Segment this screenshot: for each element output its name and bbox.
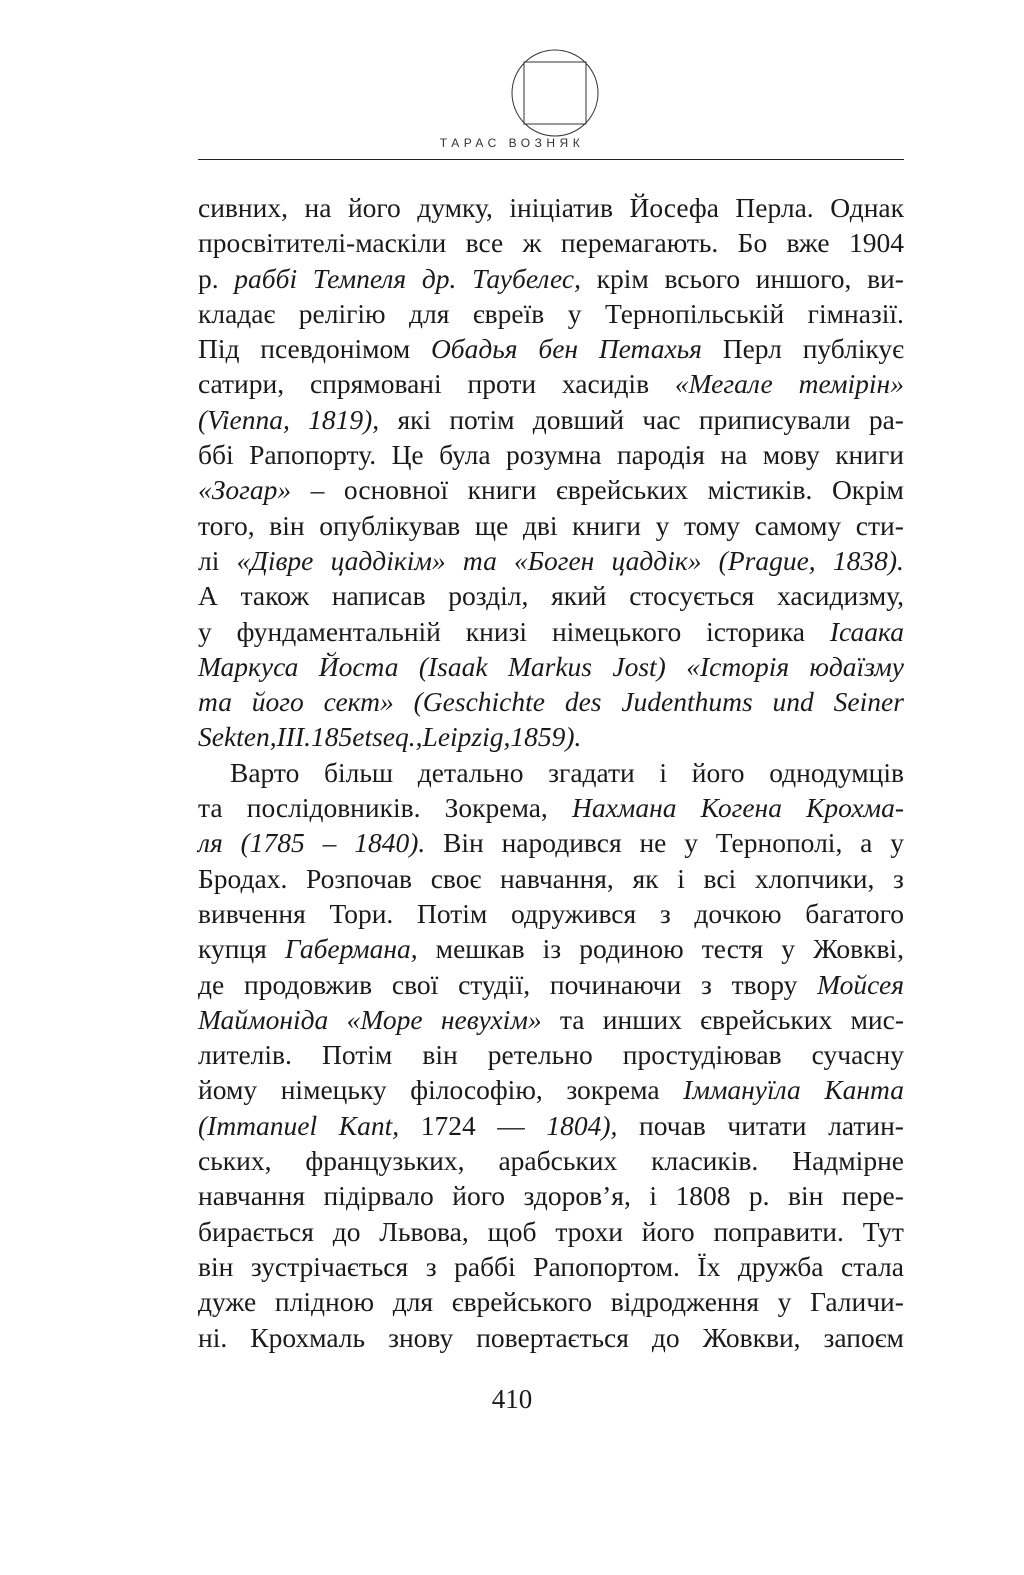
word: детально (417, 756, 524, 788)
word: Жовкві, (813, 933, 904, 965)
word: Потім (321, 1039, 393, 1071)
word: довший (532, 403, 625, 435)
word: лителів. (198, 1039, 292, 1071)
word: псевдонімом (260, 333, 411, 365)
word: з (893, 862, 904, 894)
word: продовжив (244, 968, 373, 1000)
word: німецького (551, 615, 682, 647)
word: історика (706, 615, 805, 647)
word: Однак (830, 192, 904, 223)
word: у (198, 615, 212, 647)
word: дуже (198, 1286, 257, 1318)
word: потім (449, 403, 515, 435)
word: др. (421, 262, 457, 294)
word: латин- (828, 1109, 904, 1141)
text-line (198, 261, 904, 296)
word: самому (754, 509, 842, 541)
word: одружився (511, 897, 637, 929)
word: Жовкви, (702, 1321, 801, 1353)
word: всі (703, 862, 737, 894)
word: у (777, 1286, 792, 1318)
text-line (198, 190, 904, 225)
word: Когена (700, 792, 782, 824)
text-line (198, 296, 904, 331)
word: також (240, 580, 310, 612)
text-line (198, 225, 904, 260)
word: для (392, 1286, 434, 1318)
text-line (198, 1284, 904, 1319)
word: стала (841, 1250, 904, 1282)
text-line (198, 614, 904, 649)
word: класиків. (651, 1145, 759, 1177)
word: відродження (610, 1286, 759, 1318)
word: (Isaak (418, 650, 488, 682)
word: Канта (824, 1074, 904, 1106)
word: на (304, 192, 332, 223)
word: була (439, 439, 491, 471)
word: своє (430, 862, 482, 894)
text-line (198, 1214, 904, 1249)
word: основної (343, 474, 449, 506)
word: темірін» (798, 368, 904, 400)
word: бен (538, 333, 579, 365)
circle-square-logo-icon (510, 48, 600, 138)
word: Markus (507, 650, 592, 682)
word: иншого, (755, 262, 852, 294)
word: він (269, 509, 305, 541)
word: розділ, (448, 580, 529, 612)
word: купця (198, 933, 267, 965)
word: ініціатив (509, 192, 613, 223)
word: поправити. (713, 1215, 844, 1247)
word: Ісаака (829, 615, 904, 647)
word: «Зогар» (198, 474, 292, 506)
text-line (198, 1037, 904, 1072)
word: опублікував (319, 509, 461, 541)
text-line (198, 1143, 904, 1178)
word: Розпочав (306, 862, 413, 894)
word: seq., (372, 721, 423, 753)
text-line (198, 719, 904, 754)
word: родиною (579, 933, 684, 965)
word: und (772, 686, 814, 718)
word: Окрім (831, 474, 904, 506)
word: – (310, 474, 325, 506)
word: des (564, 686, 602, 718)
word: Іммануїла (683, 1074, 801, 1106)
word: філософію, (410, 1074, 543, 1106)
word: його (347, 192, 401, 223)
word: він (198, 1250, 234, 1282)
word: книги (835, 439, 904, 471)
word: а (860, 827, 873, 859)
word: невухім» (440, 1003, 542, 1035)
word: він (422, 1039, 458, 1071)
word: Бо (737, 227, 768, 259)
word: його (691, 756, 745, 788)
word: кладає (198, 297, 276, 329)
word: раббі (234, 262, 298, 294)
word: бирається (198, 1215, 314, 1247)
running-header-author: ТАРАС ВОЗНЯК (439, 136, 585, 150)
word: єврейського (451, 1286, 593, 1318)
word: Маймоніда (198, 1003, 329, 1035)
word: «Історія (686, 650, 790, 682)
word: ретельно (487, 1039, 593, 1071)
word: 1904 (848, 227, 904, 259)
word: мешкав (435, 933, 525, 965)
word: підірвало (323, 1180, 434, 1212)
word: Judenthums (621, 686, 753, 718)
word: думку, (417, 192, 493, 223)
word: Рапопортом. (533, 1250, 680, 1282)
text-line (198, 684, 904, 719)
word: знову (388, 1321, 454, 1353)
word: Йоста (318, 650, 399, 682)
word: пере- (841, 1180, 904, 1212)
word: проти (467, 368, 537, 400)
text-line (198, 1108, 904, 1143)
word: Тут (862, 1215, 904, 1247)
word: де (198, 968, 225, 1000)
word: хасидів (561, 368, 650, 400)
word: — (497, 1109, 525, 1141)
word: навчання (198, 1180, 305, 1212)
word: (Prague, (718, 544, 816, 576)
word: він (788, 1180, 824, 1212)
word: послідовників. (246, 792, 421, 824)
word: згадати (548, 756, 635, 788)
word: сти- (855, 509, 904, 541)
word: народився (501, 827, 622, 859)
word: гімназії. (807, 297, 904, 329)
word: запоєм (823, 1321, 904, 1353)
word: у (655, 509, 670, 541)
word: ні. (198, 1321, 228, 1353)
word: більш (324, 756, 394, 788)
word: повертається (476, 1321, 629, 1353)
word: плідною (274, 1286, 375, 1318)
word: ви- (867, 262, 904, 294)
word: книзі (465, 615, 528, 647)
paragraph (198, 190, 904, 755)
word: сатири, (198, 368, 285, 400)
word: до (332, 1215, 361, 1247)
word: Зокрема, (444, 792, 548, 824)
word: вже (786, 227, 830, 259)
word: і (649, 1180, 657, 1212)
word: 1838). (832, 544, 904, 576)
word: Мойсея (817, 968, 904, 1000)
word: єврейських (555, 474, 689, 506)
word: 1808 (675, 1180, 731, 1212)
word: (Vienna, (198, 403, 290, 435)
text-line (198, 790, 904, 825)
word: крім (596, 262, 649, 294)
word: його (641, 1215, 695, 1247)
word: Обадья (430, 333, 518, 365)
word: стосується (629, 580, 755, 612)
text-line (198, 1002, 904, 1037)
word: містиків. (707, 474, 813, 506)
word: дочкою (694, 897, 782, 929)
word: навчання, (499, 862, 614, 894)
word: його (251, 686, 304, 718)
word: цаддікім» (330, 544, 446, 576)
word: написав (331, 580, 426, 612)
word: його (452, 1180, 506, 1212)
word: Надмірне (792, 1145, 904, 1177)
word: і (659, 756, 668, 788)
word: тому (683, 509, 741, 541)
word: з (659, 897, 671, 929)
word: Sekten, (198, 721, 277, 753)
word: та (559, 1003, 585, 1035)
word: (1785 (240, 827, 305, 859)
word: А (198, 580, 218, 612)
word: книги (467, 474, 537, 506)
word: розумна (506, 439, 602, 471)
word: Крохма- (806, 792, 904, 824)
word: Перла. (735, 192, 814, 223)
word: сивних, (198, 192, 288, 223)
word: – (322, 827, 337, 859)
body-text (198, 190, 904, 1355)
word: починаючи (549, 968, 682, 1000)
word: все (465, 227, 504, 259)
word: Галичи- (810, 1286, 904, 1318)
word: Leipzig, (422, 721, 511, 753)
word: не (639, 827, 667, 859)
text-line (198, 331, 904, 366)
text-line (198, 437, 904, 472)
word: Він (443, 827, 484, 859)
word: та (462, 544, 497, 576)
word: у (684, 827, 698, 859)
word: і (677, 862, 685, 894)
word: Крохмаль (250, 1321, 366, 1353)
text-line (198, 366, 904, 401)
word: на (720, 439, 748, 471)
word: 1840). (354, 827, 426, 859)
word: з (425, 1250, 437, 1282)
word: р. (748, 1180, 770, 1212)
word: Тернопільській (604, 297, 785, 329)
word: Це (391, 439, 424, 471)
word: ж (522, 227, 542, 259)
word: тестя (701, 933, 764, 965)
word: йому (198, 1074, 258, 1106)
word: «Мегале (674, 368, 773, 400)
word: Львова, (379, 1215, 469, 1247)
word: у (781, 933, 796, 965)
word: хлопчики, (754, 862, 875, 894)
word: Перл (722, 333, 782, 365)
word: публікує (802, 333, 904, 365)
text-line (198, 1249, 904, 1284)
word: який (551, 580, 607, 612)
word: Габермана, (284, 933, 418, 965)
word: р. (198, 262, 219, 294)
word: мис- (850, 1003, 904, 1035)
word: Нахмана (571, 792, 677, 824)
word: «Боген (514, 544, 595, 576)
word: книги (572, 509, 641, 541)
word: Тори. (329, 897, 394, 929)
text-line (198, 755, 904, 790)
word: 1804), (546, 1109, 618, 1141)
word: ських, (198, 1145, 272, 1177)
word: «Дівре (236, 544, 314, 576)
word: твору (731, 968, 798, 1000)
word: єврейських (700, 1003, 833, 1035)
word: у (567, 297, 582, 329)
word: євреїв (472, 297, 545, 329)
word: всього (664, 262, 741, 294)
word: Йосефа (629, 192, 719, 223)
text-line (198, 578, 904, 613)
page-number: 410 (491, 1384, 533, 1414)
word: зустрічається (250, 1250, 409, 1282)
word: Потім (417, 897, 488, 929)
word: дружба (737, 1250, 824, 1282)
word: лі (198, 544, 220, 576)
word: свої (391, 968, 439, 1000)
word: приписували (698, 403, 851, 435)
word: які (397, 403, 432, 435)
word: Рапопорту. (249, 439, 377, 471)
text-line (198, 931, 904, 966)
word: Маркуса (198, 650, 299, 682)
word: 1724 (420, 1109, 476, 1141)
word: читати (727, 1109, 807, 1141)
word: Jost) (612, 650, 666, 682)
text-line (198, 896, 904, 931)
word: цаддік» (611, 544, 702, 576)
word: Темпеля (312, 262, 407, 294)
word: та (198, 792, 223, 824)
word: багатого (805, 897, 904, 929)
word: просвітителі-маскіли (198, 227, 447, 259)
word: ля (198, 827, 223, 859)
word: як (632, 862, 659, 894)
word: до (651, 1321, 680, 1353)
text-line (198, 402, 904, 437)
word: III. (276, 721, 311, 753)
text-line (198, 1178, 904, 1213)
word: того, (198, 509, 255, 541)
word: щоб (487, 1215, 537, 1247)
word: трохи (555, 1215, 623, 1247)
text-line (198, 861, 904, 896)
text-line (198, 825, 904, 860)
word: німецьку (280, 1074, 387, 1106)
word: здоров’я, (523, 1180, 631, 1212)
word: 185 (311, 721, 353, 753)
text-line (198, 543, 904, 578)
word: пародія (616, 439, 705, 471)
word: 1819), (308, 403, 380, 435)
word: (Geschichte (413, 686, 545, 718)
word: Їх (697, 1250, 721, 1282)
word: хасидизму, (777, 580, 904, 612)
word: раббі (454, 1250, 516, 1282)
text-line (198, 472, 904, 507)
word: Kant, (338, 1109, 400, 1141)
word: юдаїзму (809, 650, 904, 682)
text-line (198, 1072, 904, 1107)
word: із (542, 933, 562, 965)
word: Під (198, 333, 240, 365)
word: простудіював (622, 1039, 782, 1071)
word: Бродах. (198, 862, 288, 894)
text-line (198, 1320, 904, 1355)
word: у (890, 827, 904, 859)
word: et (352, 721, 373, 753)
word: перемагають. (560, 227, 719, 259)
word: вивчення (198, 897, 306, 929)
word: Тернополі, (715, 827, 843, 859)
word: 1859). (510, 721, 582, 753)
word: час (642, 403, 681, 435)
word: ра- (868, 403, 904, 435)
word: инших (602, 1003, 682, 1035)
word: студії, (458, 968, 531, 1000)
word: ще (474, 509, 509, 541)
word: релігію (298, 297, 386, 329)
word: Seiner (833, 686, 904, 718)
text-line (198, 649, 904, 684)
word: арабських (498, 1145, 618, 1177)
word: та (198, 686, 232, 718)
word: дві (522, 509, 558, 541)
word: французьких, (305, 1145, 465, 1177)
word: Варто (230, 756, 300, 788)
word: Таубелес, (472, 262, 581, 294)
word: з (700, 968, 712, 1000)
word: мову (762, 439, 820, 471)
word: Петахья (598, 333, 702, 365)
word: зокрема (566, 1074, 660, 1106)
paragraph (198, 755, 904, 1355)
header-rule (198, 159, 904, 160)
word: почав (639, 1109, 706, 1141)
word: фундаментальній (236, 615, 441, 647)
word: сучасну (811, 1039, 904, 1071)
word: сект» (323, 686, 394, 718)
word: (Immanuel (198, 1109, 318, 1141)
text-line (198, 967, 904, 1002)
word: спрямовані (309, 368, 442, 400)
word: ббі (198, 439, 234, 471)
text-line (198, 508, 904, 543)
word: «Море (346, 1003, 423, 1035)
word: однодумців (769, 756, 904, 788)
word: для (409, 297, 450, 329)
